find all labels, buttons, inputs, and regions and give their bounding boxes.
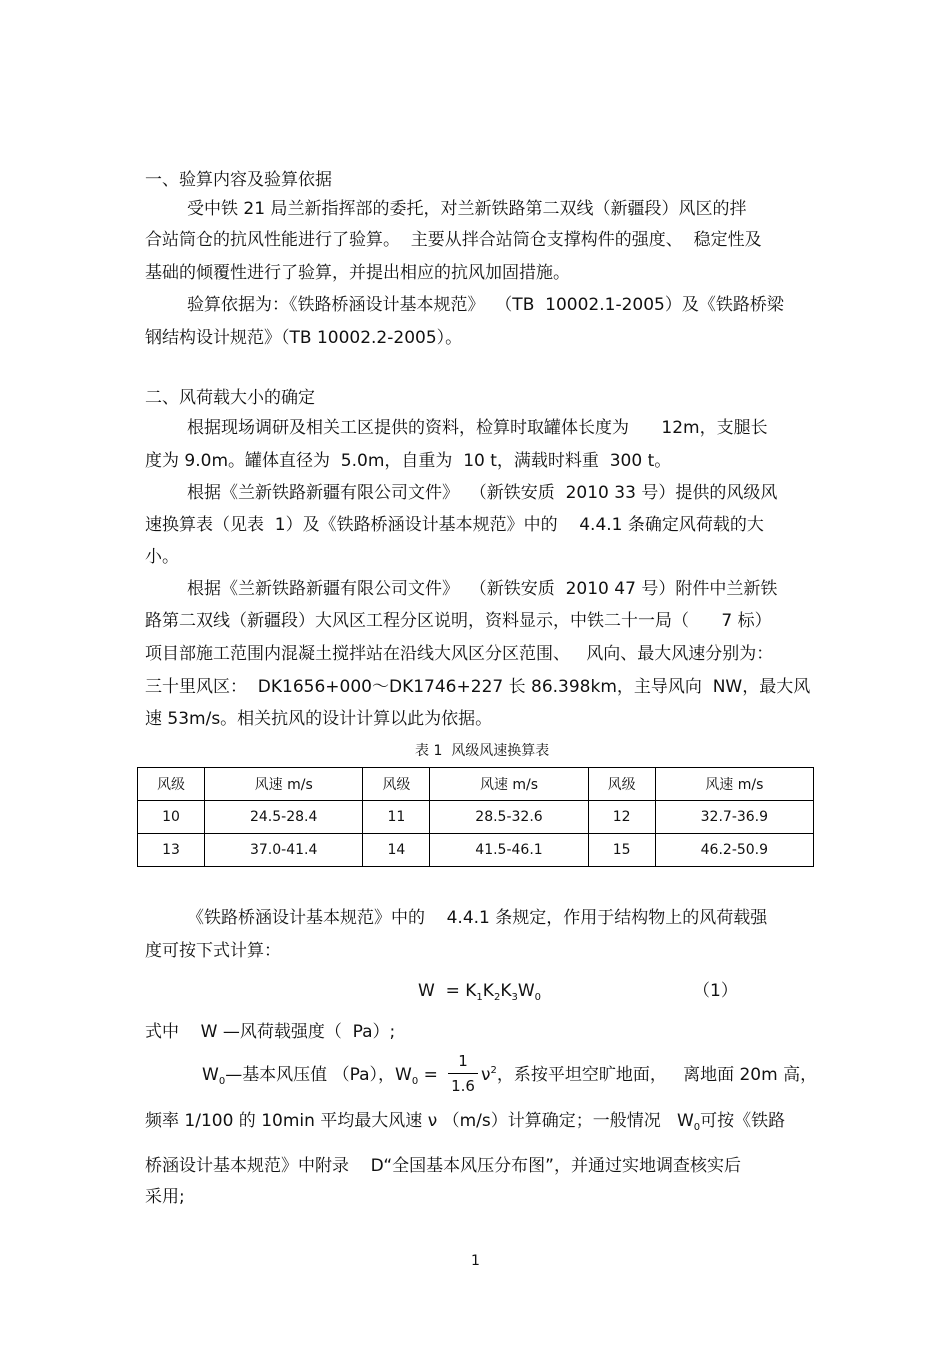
table-cell: 风速 m/s [430,768,588,801]
w0-definition-start: $W_0—$基本风压值 （Pa），$W_0$ = [202,1065,438,1087]
section2-p3-line1: 根据《兰新铁路新疆有限公司文件》 （新铁安质 2010 47 号）附件中兰新铁 [187,579,778,599]
body-line-frequency: 频率 1/100 的 10min 平均最大风速 ν （m/s）计算确定；一般情况 $W_0$可按《铁路 [145,1111,786,1133]
table-row [138,801,814,834]
table-cell: 风速 m/s [655,768,813,801]
table-row [138,768,814,801]
section2-p2-line2: 速换算表（见表 1）及《铁路桥涵设计基本规范》中的 4.4.1 条确定风荷载的大 [145,515,764,535]
section2-p3-line5: 速 53m/s。相关抗风的设计计算以此为依据。 [145,709,493,729]
table-cell: 14 [363,834,430,867]
w0-definition-end: $\nu^2$，系按平坦空旷地面， 离地面 20m 高， [481,1065,818,1085]
table-cell: 风级 [138,768,205,801]
section1-p1-line2: 合站筒仓的抗风性能进行了验算。 主要从拌合站筒仓支撑构件的强度、 稳定性及 [145,230,762,250]
table-cell: 11 [363,801,430,834]
table-cell: 13 [138,834,205,867]
table-cell: 风级 [588,768,655,801]
table-cell: 12 [588,801,655,834]
where-line: 式中 W —风荷载强度（ Pa）; [145,1022,396,1042]
table-cell: 24.5-28.4 [205,801,363,834]
clause-line2: 度可按下式计算： [145,941,281,961]
table-cell: 15 [588,834,655,867]
section1-heading: 一、验算内容及验算依据 [145,170,332,190]
section2-p3-line4: 三十里风区： DK1656+000～DK1746+227 长 86.398km，主导风向 NW，最大风 [145,677,811,697]
table-cell: 风速 m/s [205,768,363,801]
body-line-adopt: 采用; [145,1187,185,1207]
fraction-bar [448,1073,478,1074]
section2-p2-line3: 小。 [145,547,179,567]
table-cell: 41.5-46.1 [430,834,588,867]
table-cell: 28.5-32.6 [430,801,588,834]
table-row [138,834,814,867]
body-line-appendix: 桥涵设计基本规范》中附录 D“全国基本风压分布图”，并通过实地调查核实后 [145,1156,741,1176]
section2-p3-line3: 项目部施工范围内混凝土搅拌站在沿线大风区分区范围、 风向、最大风速分别为： [145,644,774,664]
section2-p2-line1: 根据《兰新铁路新疆有限公司文件》 （新铁安质 2010 33 号）提供的风级风 [187,483,778,503]
table-cell: 风级 [363,768,430,801]
section2-p3-line2: 路第二双线（新疆段）大风区工程分区说明，资料显示，中铁二十一局（ 7 标） [145,611,772,631]
table-cell: 32.7-36.9 [655,801,813,834]
fraction-numerator: 1 [458,1052,468,1070]
section2-heading: 二、风荷载大小的确定 [145,388,315,408]
section1-p2-line2: 钢结构设计规范》（TB 10002.2-2005）。 [145,328,463,348]
section1-p2-line1: 验算依据为：《铁路桥涵设计基本规范》 （TB 10002.1-2005）及《铁路桥梁 [187,295,784,315]
table-caption: 表 1 风级风速换算表 [415,743,550,759]
table-cell: 10 [138,801,205,834]
section2-p1-line1: 根据现场调研及相关工区提供的资料，检算时取罐体长度为 12m，支腿长 [187,418,768,438]
section2-p1-line2: 度为 9.0m。罐体直径为 5.0m，自重为 10 t，满载时料重 300 t。 [145,451,672,471]
fraction-denominator: 1.6 [451,1077,475,1095]
section1-p1-line3: 基础的倾覆性进行了验算，并提出相应的抗风加固措施。 [145,263,570,283]
wind-speed-table [137,767,814,867]
table-cell: 37.0-41.4 [205,834,363,867]
clause-line1: 《铁路桥涵设计基本规范》中的 4.4.1 条规定，作用于结构物上的风荷载强 [187,908,768,928]
table-cell: 46.2-50.9 [655,834,813,867]
formula: $W = K_1K_2K_3W_0$ [418,981,542,1003]
formula-number: （1） [693,981,738,1001]
section1-p1-line1: 受中铁 21 局兰新指挥部的委托，对兰新铁路第二双线（新疆段）风区的拌 [187,199,747,219]
page-number: 1 [471,1253,480,1269]
